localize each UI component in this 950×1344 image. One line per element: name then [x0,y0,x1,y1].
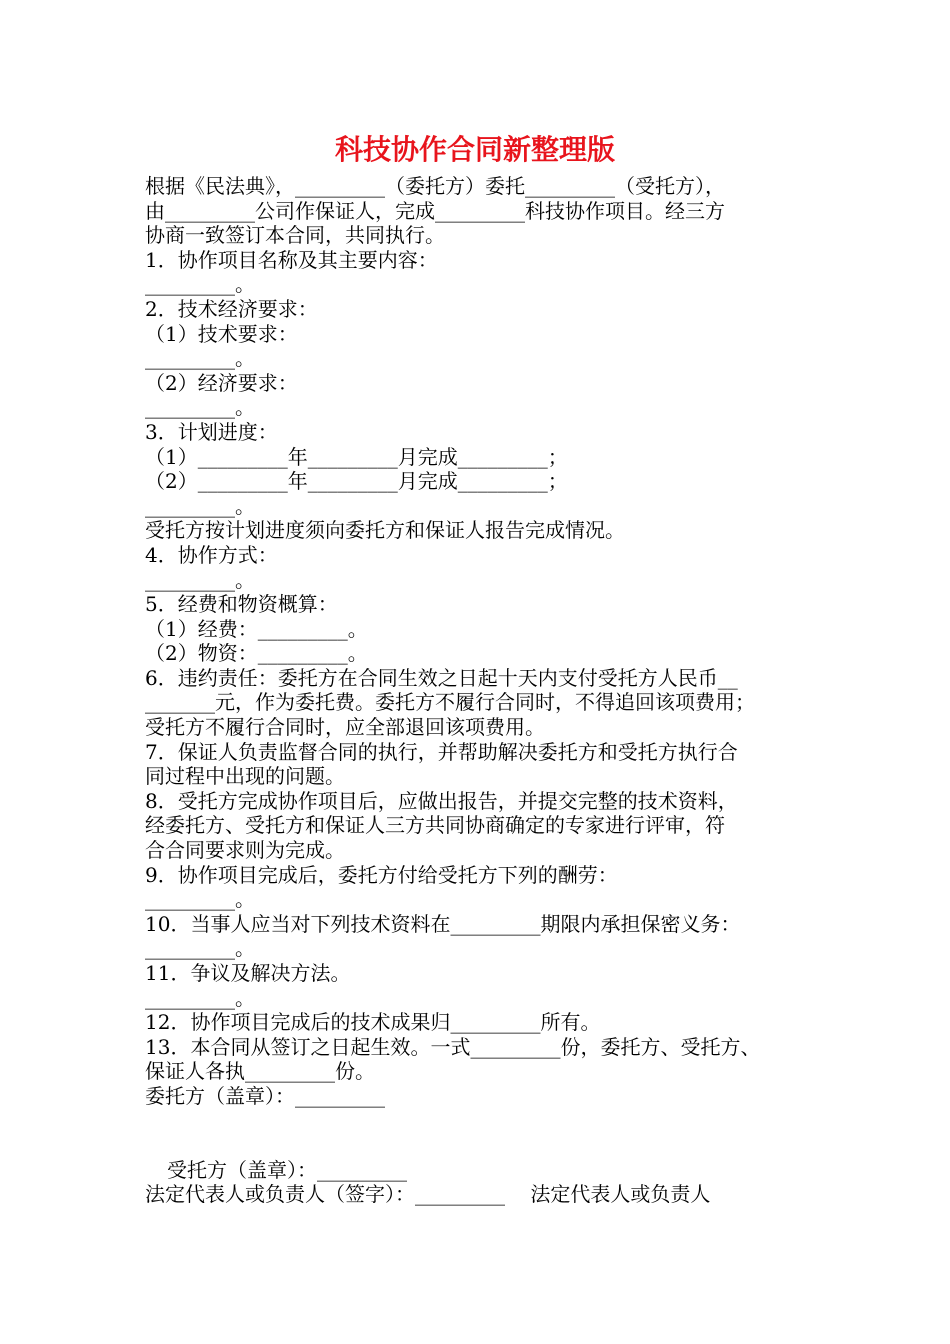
contract-line: 由_________公司作保证人，完成_________科技协作项目。经三方 [145,198,725,223]
contract-line: 9．协作项目完成后，委托方付给受托方下列的酬劳： [145,862,618,887]
legal-representative-line: 法定代表人或负责人（签字）：_________ 法定代表人或负责人 [145,1182,711,1207]
contract-line: 合合同要求则为完成。 [145,838,345,863]
contract-line: （1）经费：_________。 [145,616,368,641]
contract-line: 13．本合同从签订之日起生效。一式_________份，委托方、受托方、 [145,1034,761,1059]
contract-line: _________。 [145,272,255,297]
contract-line: _________。 [145,346,255,371]
contract-line: 4．协作方式： [145,542,278,567]
contract-line: 受托方不履行合同时，应全部退回该项费用。 [145,715,545,740]
contract-line: 根据《民法典》，_________（委托方）委托_________（受托方）， [145,174,725,198]
contract-line: （2）经济要求： [145,370,298,395]
contract-line: （2）物资：_________。 [145,641,368,666]
contract-line: 8．受托方完成协作项目后，应做出报告，并提交完整的技术资料， [145,788,738,813]
contract-line: 10．当事人应当对下列技术资料在_________期限内承担保密义务： [145,911,741,936]
signature-spacer [145,1109,825,1158]
contract-line: _________。 [145,493,255,518]
contract-line: 委托方（盖章）：_________ [145,1083,385,1108]
contract-body [145,174,825,1207]
contract-line: 受托方按计划进度须向委托方和保证人报告完成情况。 [145,518,625,543]
contract-line: _______元，作为委托费。委托方不履行合同时，不得追回该项费用； [145,690,755,715]
contract-line: 12．协作项目完成后的技术成果归_________所有。 [145,1010,601,1035]
contract-line: 6．违约责任：委托方在合同生效之日起十天内支付受托方人民币__ [145,665,738,690]
contract-line: _________。 [145,985,255,1010]
contract-line: 2．技术经济要求： [145,296,318,321]
contract-line: （2）_________年_________月完成_________； [145,469,568,494]
contract-line: 1．协作项目名称及其主要内容： [145,247,438,272]
contract-line: 11．争议及解决方法。 [145,961,351,985]
contract-line: 协商一致签订本合同，共同执行。 [145,223,445,248]
contract-line: _________。 [145,887,255,912]
contract-line: 3．计划进度： [145,419,278,444]
contract-line: （1）_________年_________月完成_________； [145,444,568,469]
contract-line: _________。 [145,567,255,592]
contract-line: 保证人各执_________份。 [145,1059,375,1084]
contract-line: _________。 [145,936,255,961]
trustee-seal-line: 受托方（盖章）：_________ [167,1157,407,1182]
contract-line: _________。 [145,395,255,420]
contract-line: 7．保证人负责监督合同的执行，并帮助解决委托方和受托方执行合 [145,739,738,764]
contract-line: 经委托方、受托方和保证人三方共同协商确定的专家进行评审，符 [145,813,725,838]
contract-line: （1）技术要求： [145,321,298,346]
document-title: 科技协作合同新整理版 [334,133,615,166]
contract-line: 同过程中出现的问题。 [145,764,345,789]
contract-line: 5．经费和物资概算： [145,592,338,617]
